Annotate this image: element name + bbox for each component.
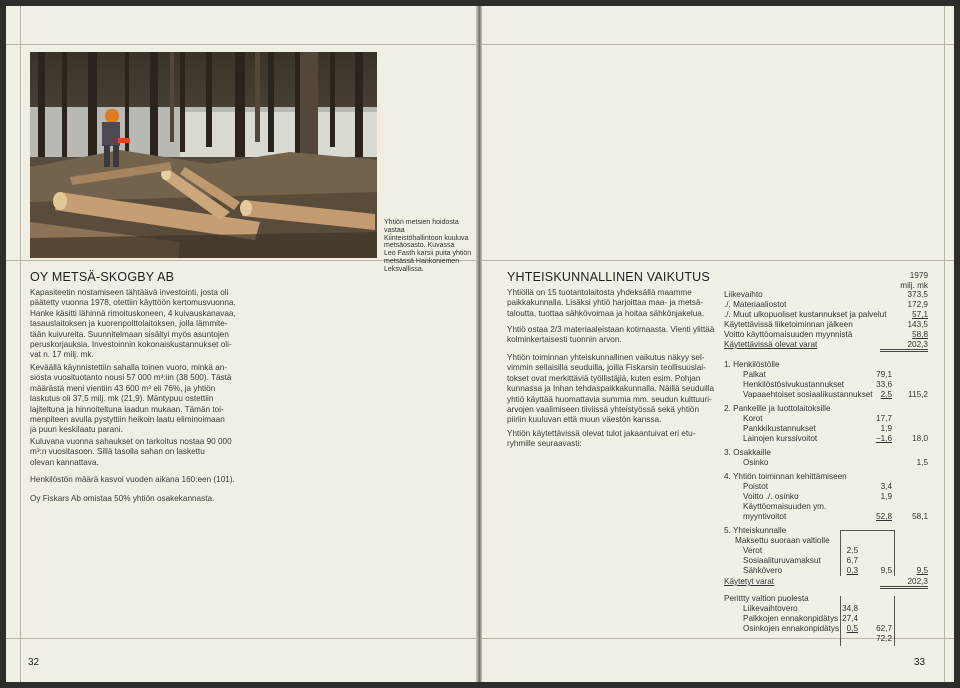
text-line: päätetty vuonna 1978, otettiin käyttöön kertomusvuonna. [30, 298, 236, 308]
bracket-line [840, 530, 894, 531]
collected-value: 34,8 [842, 604, 858, 613]
text-line: piiriin kuuluvan että muun väestön kanssa. [507, 415, 662, 425]
group-title: 5. Yhteiskunnalle [724, 526, 787, 535]
item-value: 52,8 [876, 512, 892, 521]
facilities-paragraph [507, 288, 715, 319]
text-line: Yhtiön toiminnan yhteiskunnallinen vaikutus näkyy sel- [507, 353, 705, 362]
bracket-line [840, 530, 841, 576]
collected-value: 27,4 [842, 614, 858, 623]
text-line: Hanke käsitti lähinnä rimoituskoneen, 4 kuivauskanavaa, [30, 308, 236, 318]
text-line: yhtiö käyttää huomattavia summia mm. seudun kulttuuri- [507, 394, 712, 404]
item-value: 6,7 [846, 556, 858, 565]
text-line: Kapasiteetin nostamiseen tähtäävä investointi, josta oli [30, 288, 229, 297]
item-label: Käyttöomaisuuden ym. [743, 502, 827, 511]
page-number-left: 32 [28, 657, 40, 668]
page-number-right: 33 [914, 657, 926, 668]
item-label: Sosiaalituruvamaksut [743, 556, 821, 565]
summary-value: 58,8 [912, 330, 928, 339]
item-value: 0,3 [846, 566, 858, 575]
summary-value: 172,9 [907, 300, 928, 309]
summary-label: Käytettävissä liiketoiminnan jälkeen [724, 320, 853, 329]
group-title: 3. Osakkaille [724, 448, 771, 457]
collected-value: 0,5 [846, 624, 858, 633]
item-value: 1,9 [880, 424, 892, 433]
group-total: 1,5 [916, 458, 928, 467]
item-value: 17,7 [876, 414, 892, 423]
summary-label: ./. Materiaaliostot [724, 300, 787, 309]
text-line: Yhtiöllä on 15 tuotantolaitosta yhdeksällä maamme [507, 288, 692, 297]
text-line: Yhtiön käytettävissä olevat tulot jakaantuivat eri etu- [507, 429, 696, 438]
left-bottom-rule [6, 638, 476, 639]
item-label: myyntivoitot [743, 512, 787, 521]
group-title: 2. Pankeille ja luottolaitoksille [724, 404, 831, 413]
text-line: kolminkertaisesti tuonnin arvon. [507, 335, 622, 345]
text-line: vimmin sellaisilla seuduilla, joilla Fiskarsin teollisuuslai- [507, 363, 706, 373]
photo-caption [384, 219, 474, 274]
item-value: 79,1 [876, 370, 892, 379]
staff-paragraph [30, 475, 270, 485]
social-impact-heading: YHTEISKUNNALLINEN VAIKUTUS [507, 270, 710, 284]
outlook-paragraph [30, 437, 270, 468]
summary-label: Voitto käyttöomaisuuden myynnistä [724, 330, 853, 339]
regional-paragraph [507, 353, 715, 426]
caption-line: Leksvallissa. [384, 265, 424, 273]
item-label: Palkat [743, 370, 766, 379]
text-line: tään kuivureita. Suunnitelmaan sisältyi myös asuntojen [30, 329, 229, 339]
item-value: 2,5 [880, 390, 892, 399]
used-funds-label: Käytetyt varat [724, 577, 775, 586]
collected-total: 72,2 [876, 634, 892, 643]
caption-line: metsäosasto. Kuvassa [384, 242, 455, 250]
group-title: 4. Yhtiön toiminnan kehittämiseen [724, 472, 847, 481]
text-line: laskutus oli 37,5 milj. mk (21,9). Mäntypuu ostettiin [30, 394, 214, 404]
text-line: olevan kannattava. [30, 457, 99, 467]
investment-paragraph [30, 288, 270, 361]
bracket-line [894, 596, 895, 646]
text-line: menpiteen avulla pystyttiin heikoin laatu eliminoimaan [30, 415, 225, 425]
text-line: taloutta, tuottaa sähkövoimaa ja hoitaa sähkönjakelua. [507, 308, 705, 318]
text-line: ja puun keskilaatu parani. [30, 425, 123, 435]
item-value: 33,6 [876, 380, 892, 389]
text-line: Yhtiö ostaa 2/3 materiaaleistaan kotimaasta. Vienti ylittää [507, 325, 715, 334]
right-top-rule [482, 44, 954, 45]
caption-line: Leo Fasth karsii puita yhtiön [384, 250, 472, 258]
summary-value: 202,3 [880, 340, 928, 352]
unit-header: milj. mk [900, 281, 928, 290]
text-line: peruskorjauksia. Investoinnin kokonaiskustannukset oli- [30, 340, 232, 350]
subtotal-value: 9,5 [880, 566, 892, 575]
used-funds-value: 202,3 [880, 577, 928, 589]
item-value: −1,6 [875, 434, 892, 443]
text-line: kunnassa ja Inhan tehdaspaikkakunnalla. Näillä seuduilla [507, 384, 715, 394]
text-line: lajiteltuna ja hinnoiteltuna laadun mukaan. Tämän toi- [30, 404, 224, 414]
production-paragraph [30, 363, 270, 436]
item-value: 3,4 [880, 482, 892, 491]
group-total: 9,5 [916, 566, 928, 575]
text-line: Oy Fiskars Ab omistaa 50% yhtiön osakekannasta. [30, 494, 215, 503]
text-line: tasauslaitoksen ja kuorenpolttolaitoksen, jolla lämmite- [30, 319, 228, 329]
group-total: 115,2 [908, 390, 928, 399]
caption-line: Kiinteistöhallintoon kuuluva [384, 234, 469, 242]
text-line: ryhmille seuraavasti: [507, 439, 582, 449]
summary-value: 57,1 [912, 310, 928, 319]
summary-label: Liikevaihto [724, 290, 763, 299]
text-line: Henkilöstön määrä kasvoi vuoden aikana 160:een (101). [30, 475, 235, 484]
bracket-line [894, 530, 895, 576]
right-mid-rule [482, 260, 954, 261]
left-margin-rule [20, 6, 21, 682]
collected-label: Palkkojen ennakonpidätys [743, 614, 839, 623]
text-line: tokset ovat merkittäviä työllistäjiä, kuten esim. Pohjan [507, 373, 701, 383]
collected-sum: 62,7 [876, 624, 892, 633]
item-label: Vapaaehtoiset sosiaalikustannukset [743, 390, 873, 399]
group-title: 1. Henkilöstölle [724, 360, 780, 369]
text-line: Keväällä käynnistettiin sahalla toinen vuoro, minkä an- [30, 363, 228, 372]
collected-label: Osinkojen ennakonpidätys [743, 624, 840, 633]
summary-value: 373,5 [907, 290, 928, 299]
group-subtitle: Maksettu suoraan valtiolle [735, 536, 830, 545]
text-line: siosta vuosituotanto nousi 57 000 m³:iin (38 500). Tästä [30, 373, 232, 383]
distribution-paragraph [507, 429, 715, 450]
collected-title: Perittty valtion puolesta [724, 594, 809, 603]
materials-paragraph [507, 325, 715, 346]
item-label: Lainojen kurssivoitot [743, 434, 818, 443]
item-label: Pankkikustannukset [743, 424, 816, 433]
ownership-paragraph [30, 494, 270, 504]
item-value: 1,9 [880, 492, 892, 501]
group-total: 18,0 [912, 434, 928, 443]
left-top-rule [6, 44, 476, 45]
text-line: m³:n vuositasoon. Sillä tasolla sahan on laskettu [30, 447, 205, 457]
bracket-line [840, 596, 841, 646]
text-line: määrästä meni vientiin 43 600 m³ eli 76%, ja yhtiön [30, 383, 216, 393]
summary-value: 143,5 [907, 320, 928, 329]
item-label: Korot [743, 414, 763, 423]
item-label: Henkilöstösivukustannukset [743, 380, 845, 389]
item-label: Osinko [743, 458, 769, 467]
item-label: Poistot [743, 482, 769, 491]
caption-line: metsässä Hankoniemen [384, 257, 460, 265]
item-label: Voitto ./. osinko [743, 492, 799, 501]
year-header: 1979 [909, 271, 928, 280]
summary-label: Käytettävissä olevat varat [724, 340, 818, 349]
company-heading: OY METSÄ-SKOGBY AB [30, 270, 175, 284]
text-line: arvojen vaalimiseen tiiviissä yhteistyössä sekä yhtiön [507, 405, 700, 415]
text-line: vat n. 17 milj. mk. [30, 350, 94, 360]
caption-line: Yhtiön metsien hoidosta vastaa [384, 219, 459, 234]
summary-label: ./. Muut ulkopuoliset kustannukset ja palvelut [724, 310, 887, 319]
forest-logging-photo [30, 52, 377, 258]
item-value: 2,5 [846, 546, 858, 555]
text-line: paikkakunnalla. Lisäksi yhtiö harjoittaa maa- ja metsä- [507, 298, 704, 308]
right-margin-rule [944, 6, 945, 682]
collected-label: Liikevaihtovero [743, 604, 798, 613]
item-label: Sähkövero [743, 566, 783, 575]
item-label: Verot [743, 546, 763, 555]
group-total: 58,1 [912, 512, 928, 521]
text-line: Kuluvana vuonna sahaukset on tarkoitus nostaa 90 000 [30, 437, 232, 446]
